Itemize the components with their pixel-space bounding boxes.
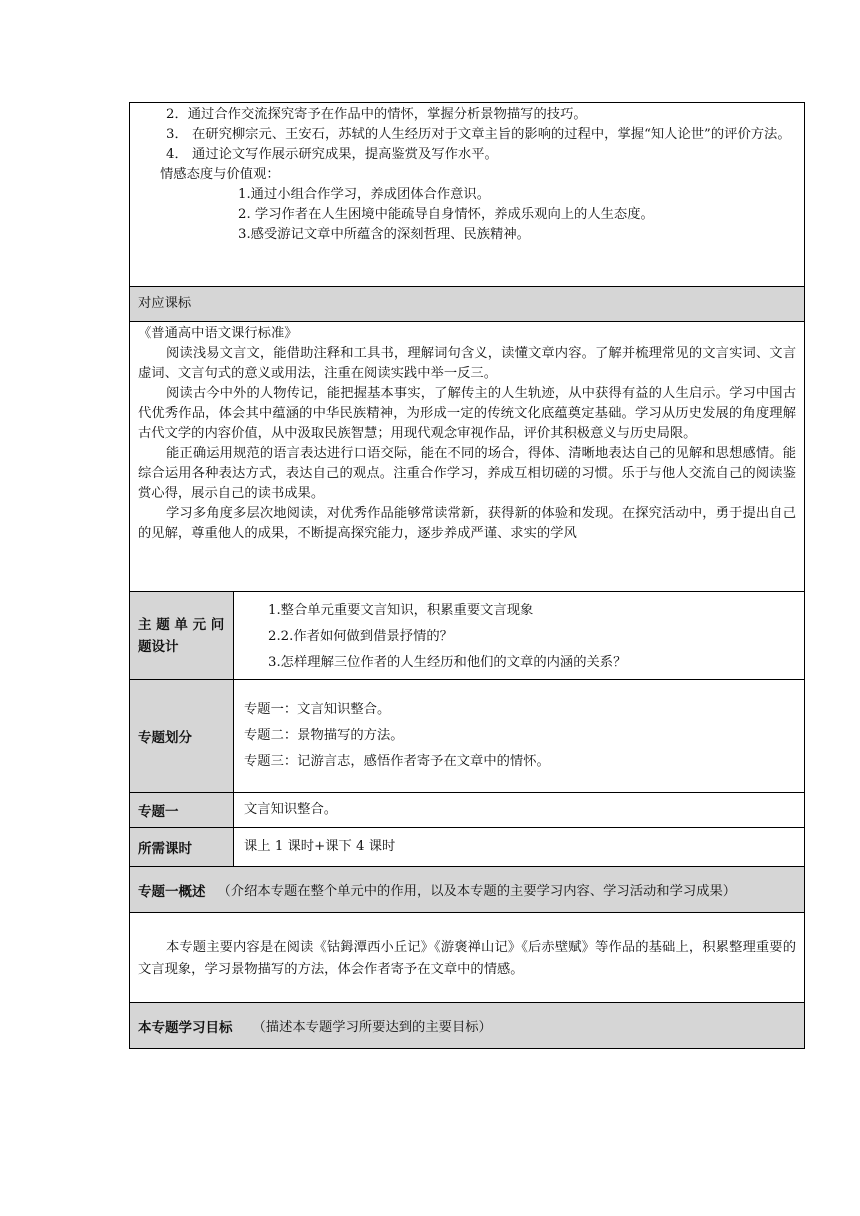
topic-one-value-cell — [234, 793, 804, 827]
questions-label: 主 题 单 元 问题设计 — [138, 616, 225, 655]
standards-header: 对应课标 — [138, 296, 192, 311]
question-item: 3.怎样理解三位作者的人生经历和他们的文章的内涵的关系？ — [268, 655, 627, 670]
standards-source: 《普通高中语文课行标准》 — [138, 326, 298, 341]
topics-list — [234, 680, 804, 792]
goals-header-cell — [130, 1003, 804, 1048]
goals-label: 本专题学习目标 — [138, 1019, 233, 1036]
topic-one-row — [130, 793, 804, 828]
topics-row — [130, 680, 804, 793]
standards-paragraph: 能正确运用规范的语言表达进行口语交际，能在不同的场合，得体、清晰地表达自己的见解和思想感情。能综合运用各种表达方式，表达自己的观点。注重合作学习，养成互相切磋的习惯。乐于与他人交流自己的阅读鉴赏心得，展示自己的读书成果。 — [138, 446, 796, 501]
overview-text: 本专题主要内容是在阅读《钴鉧潭西小丘记》《游褒禅山记》《后赤壁赋》等作品的基础上，积累整理重要的文言现象，学习景物描写的方法，体会作者寄予在文章中的情感。 — [138, 940, 796, 977]
hours-value: 课上 1 课时+课下 4 课时 — [244, 839, 396, 854]
question-item: 2.2.作者如何做到借景抒情的？ — [268, 629, 453, 644]
questions-row — [130, 592, 804, 680]
topic-item: 专题三：记游言志，感悟作者寄予在文章中的情怀。 — [244, 754, 550, 769]
overview-note: （介绍本专题在整个单元中的作用，以及本专题的主要学习内容、学习活动和学习成果） — [217, 884, 737, 899]
standards-paragraph: 阅读古今中外的人物传记，能把握基本事实，了解传主的人生轨迹，从中获得有益的人生启示。学习中国古代优秀作品，体会其中蕴涵的中华民族精神，为形成一定的传统文化底蕴奠定基础。学习从历史发展的角度理解古代文学的内容价值，从中汲取民族智慧；用现代观念审视作品，评价其积极意义与历史局限。 — [138, 386, 796, 441]
hours-label: 所需课时 — [138, 841, 192, 857]
standards-paragraph: 阅读浅易文言文，能借助注释和工具书，理解词句含义，读懂文章内容。了解并梳理常见的文言实词、文言虚词、文言句式的意义或用法，注重在阅读实践中举一反三。 — [138, 346, 796, 381]
attitude-objective-1: 1.通过小组合作学习，养成团体合作意识。 — [238, 187, 491, 202]
attitude-objective-2: 2. 学习作者在人生困境中能疏导自身情怀，养成乐观向上的人生态度。 — [238, 207, 654, 222]
attitude-heading: 情感态度与价值观： — [160, 167, 280, 182]
topic-one-value: 文言知识整合。 — [244, 802, 338, 817]
standards-header-cell — [130, 287, 804, 322]
objectives-cell — [130, 103, 804, 287]
question-item: 1.整合单元重要文言知识，积累重要文言现象 — [268, 603, 534, 618]
goals-note: （描述本专题学习所要达到的主要目标） — [252, 1020, 492, 1035]
topic-one-label: 专题一 — [138, 804, 179, 820]
hours-value-cell — [234, 828, 804, 866]
topics-label-cell — [130, 680, 234, 792]
topic-item: 专题二：景物描写的方法。 — [244, 728, 404, 743]
questions-label-cell — [130, 592, 234, 679]
overview-header-cell — [130, 867, 804, 913]
overview-body-cell — [130, 913, 804, 1003]
lesson-plan-table — [129, 102, 805, 1049]
skill-objective-3: 3． 在研究柳宗元、王安石，苏轼的人生经历对于文章主旨的影响的过程中，掌握“知人论世”的评价方法。 — [166, 127, 791, 142]
standards-paragraph: 学习多角度多层次地阅读，对优秀作品能够常读常新，获得新的体验和发现。在探究活动中，勇于提出自己的见解，尊重他人的成果，不断提高探究能力，逐步养成严谨、求实的学风 — [138, 506, 796, 541]
topics-label: 专题划分 — [138, 730, 192, 746]
standards-body-cell — [130, 322, 804, 592]
hours-row — [130, 828, 804, 867]
attitude-objective-3: 3.感受游记文章中所蕴含的深刻哲理、民族精神。 — [238, 227, 530, 242]
skill-objective-2: 2．通过合作交流探究寄予在作品中的情怀，掌握分析景物描写的技巧。 — [166, 107, 587, 122]
topic-item: 专题一：文言知识整合。 — [244, 702, 391, 717]
hours-label-cell — [130, 828, 234, 866]
overview-label: 专题一概述 — [138, 883, 206, 900]
skill-objective-4: 4． 通过论文写作展示研究成果，提高鉴赏及写作水平。 — [166, 147, 498, 162]
topic-one-label-cell — [130, 793, 234, 827]
questions-list — [234, 592, 804, 679]
